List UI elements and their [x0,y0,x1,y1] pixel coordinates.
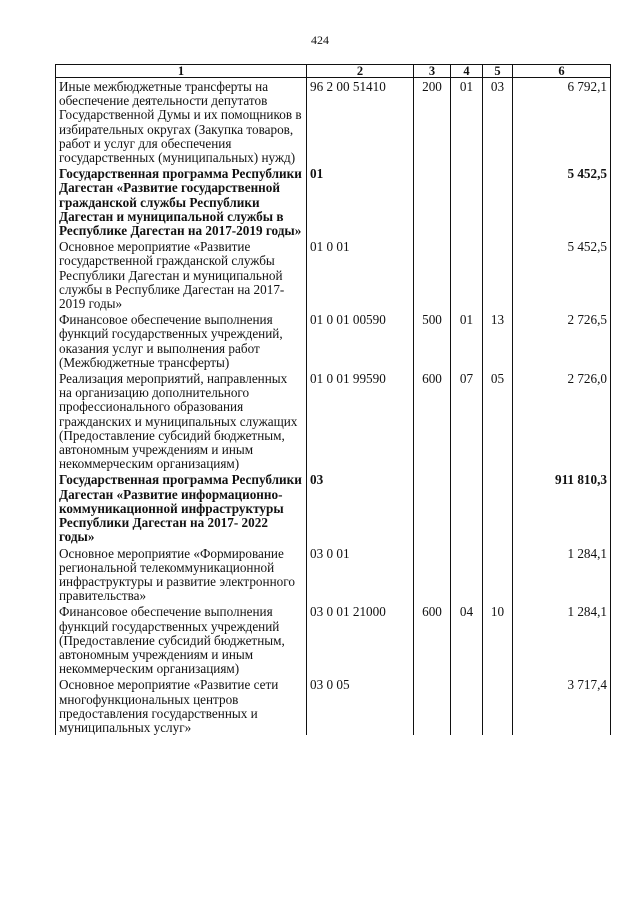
row-c4 [451,165,483,238]
row-c5 [483,238,513,311]
row-c4 [451,676,483,735]
row-c3: 600 [414,603,451,676]
row-amount: 1 284,1 [513,545,611,604]
header-row [56,65,611,78]
row-code: 03 0 01 [307,545,414,604]
row-c5: 03 [483,78,513,166]
row-amount: 1 284,1 [513,603,611,676]
column-header-6: 6 [513,65,611,78]
table-row [56,311,611,370]
row-amount: 5 452,5 [513,238,611,311]
row-amount: 5 452,5 [513,165,611,238]
row-c5 [483,165,513,238]
row-amount: 2 726,0 [513,370,611,471]
row-c4 [451,238,483,311]
page-number: 424 [311,33,329,47]
row-name: Реализация мероприятий, направленных на организацию дополнительного профессионального образования гражданских и муниципальных служащих (Предоставление субсидий бюджетным, автономным учреждениям и иным некоммерческим организациям) [56,370,307,471]
row-c3: 600 [414,370,451,471]
column-header-5: 5 [483,65,513,78]
row-c4: 04 [451,603,483,676]
row-c5: 13 [483,311,513,370]
row-amount: 911 810,3 [513,471,611,544]
row-c3: 200 [414,78,451,166]
table-row [56,676,611,735]
row-name: Основное мероприятие «Развитие государственной гражданской службы Республики Дагестан и муниципальной службы в Республике Дагестан на 2017-2019 годы» [56,238,307,311]
row-code: 01 [307,165,414,238]
row-c3 [414,545,451,604]
table-row [56,165,611,238]
table-row [56,471,611,544]
row-c4: 07 [451,370,483,471]
row-c4 [451,545,483,604]
row-code: 01 0 01 00590 [307,311,414,370]
row-c5: 05 [483,370,513,471]
table-row [56,238,611,311]
row-c5 [483,676,513,735]
row-code: 03 0 01 21000 [307,603,414,676]
table-row [56,370,611,471]
column-header-1: 1 [56,65,307,78]
row-c3 [414,471,451,544]
row-c3 [414,165,451,238]
row-name: Государственная программа Республики Дагестан «Развитие государственной гражданской службы Республики Дагестан и муниципальной службы в Республике Дагестан на 2017-2019 годы» [56,165,307,238]
row-c5 [483,471,513,544]
column-header-3: 3 [414,65,451,78]
row-c5 [483,545,513,604]
row-c3 [414,238,451,311]
row-code: 01 0 01 [307,238,414,311]
row-amount: 3 717,4 [513,676,611,735]
row-name: Финансовое обеспечение выполнения функций государственных учреждений, оказания услуг и выполнения работ (Межбюджетные трансферты) [56,311,307,370]
row-c4: 01 [451,78,483,166]
table-row [56,603,611,676]
row-amount: 6 792,1 [513,78,611,166]
row-name: Основное мероприятие «Формирование региональной телекоммуникационной инфраструктуры и развитие электронного правительства» [56,545,307,604]
column-header-4: 4 [451,65,483,78]
row-c4 [451,471,483,544]
row-amount: 2 726,5 [513,311,611,370]
row-c4: 01 [451,311,483,370]
budget-table [55,64,611,735]
column-header-2: 2 [307,65,414,78]
row-code: 01 0 01 99590 [307,370,414,471]
row-name: Государственная программа Республики Дагестан «Развитие информационно-коммуникационной инфраструктуры Республики Дагестан на 2017- 2022 годы» [56,471,307,544]
row-code: 03 0 05 [307,676,414,735]
row-code: 03 [307,471,414,544]
table-row [56,78,611,166]
row-name: Основное мероприятие «Развитие сети многофункциональных центров предоставления государственных и муниципальных услуг» [56,676,307,735]
row-c5: 10 [483,603,513,676]
row-c3 [414,676,451,735]
table-row [56,545,611,604]
row-name: Финансовое обеспечение выполнения функций государственных учреждений (Предоставление субсидий бюджетным, автономным учреждениям и иным некоммерческим организациям) [56,603,307,676]
row-code: 96 2 00 51410 [307,78,414,166]
row-c3: 500 [414,311,451,370]
row-name: Иные межбюджетные трансферты на обеспечение деятельности депутатов Государственной Думы и их помощников в избирательных округах (Закупка товаров, работ и услуг для обеспечения государственных (муниципальных) нужд) [56,78,307,166]
